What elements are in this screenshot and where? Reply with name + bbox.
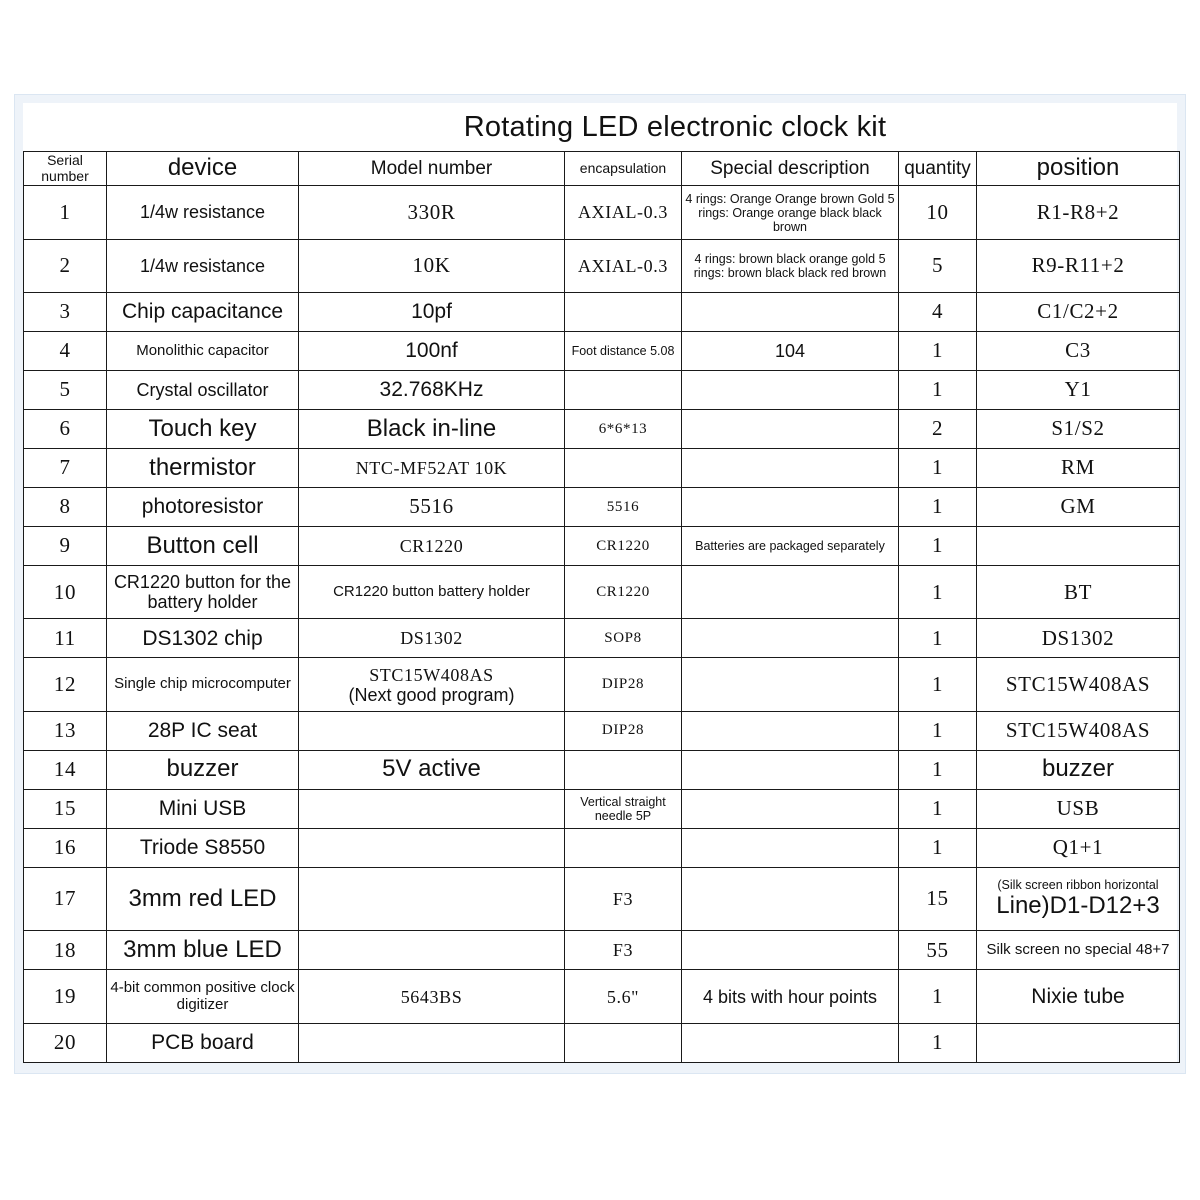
cell-model: NTC-MF52AT 10K xyxy=(299,449,565,488)
cell-quantity: 1 xyxy=(899,711,977,750)
cell-position: Silk screen no special 48+7 xyxy=(977,931,1180,970)
cell-quantity: 1 xyxy=(899,1023,977,1062)
cell-encapsulation: 5.6" xyxy=(565,970,682,1023)
cell-device: photoresistor xyxy=(107,488,299,527)
cell-serial: 19 xyxy=(24,970,107,1023)
cell-special-description xyxy=(682,371,899,410)
cell-encapsulation: F3 xyxy=(565,931,682,970)
column-header-device: device xyxy=(107,152,299,186)
cell-encapsulation xyxy=(565,449,682,488)
cell-encapsulation: DIP28 xyxy=(565,658,682,711)
cell-special-description: 4 rings: Orange Orange brown Gold 5 rings: Orange orange black black brown xyxy=(682,186,899,239)
table-row xyxy=(24,970,1180,1023)
cell-serial: 7 xyxy=(24,449,107,488)
cell-model: Black in-line xyxy=(299,410,565,449)
cell-special-description xyxy=(682,566,899,619)
cell-position: Q1+1 xyxy=(977,828,1180,867)
cell-device: 3mm blue LED xyxy=(107,931,299,970)
table-row xyxy=(24,410,1180,449)
cell-model-line1: STC15W408AS xyxy=(369,664,494,685)
cell-quantity: 2 xyxy=(899,410,977,449)
cell-encapsulation: AXIAL-0.3 xyxy=(565,186,682,239)
cell-model: 10pf xyxy=(299,293,565,332)
cell-quantity: 1 xyxy=(899,970,977,1023)
cell-serial: 12 xyxy=(24,658,107,711)
table-header xyxy=(24,152,1180,186)
table-row xyxy=(24,527,1180,566)
cell-device: 3mm red LED xyxy=(107,867,299,931)
cell-encapsulation: 6*6*13 xyxy=(565,410,682,449)
cell-encapsulation: F3 xyxy=(565,867,682,931)
cell-quantity: 1 xyxy=(899,527,977,566)
cell-serial: 2 xyxy=(24,239,107,292)
cell-device: Single chip microcomputer xyxy=(107,658,299,711)
cell-model xyxy=(299,1023,565,1062)
cell-serial: 10 xyxy=(24,566,107,619)
header-serial-line1: Serial xyxy=(47,152,83,168)
cell-model-line2: (Next good program) xyxy=(348,684,515,705)
cell-serial: 1 xyxy=(24,186,107,239)
cell-encapsulation xyxy=(565,293,682,332)
cell-serial: 17 xyxy=(24,867,107,931)
cell-special-description: Batteries are packaged separately xyxy=(682,527,899,566)
table-row xyxy=(24,1023,1180,1062)
cell-position: C1/C2+2 xyxy=(977,293,1180,332)
cell-special-description xyxy=(682,828,899,867)
cell-model xyxy=(299,711,565,750)
cell-special-description: 4 bits with hour points xyxy=(682,970,899,1023)
cell-serial: 9 xyxy=(24,527,107,566)
cell-quantity: 1 xyxy=(899,566,977,619)
cell-serial: 14 xyxy=(24,750,107,789)
cell-model: 100nf xyxy=(299,332,565,371)
cell-quantity: 1 xyxy=(899,332,977,371)
cell-special-description xyxy=(682,931,899,970)
table-row xyxy=(24,449,1180,488)
cell-special-description xyxy=(682,658,899,711)
column-header-special: Special description xyxy=(682,152,899,186)
cell-model: CR1220 button battery holder xyxy=(299,566,565,619)
cell-device: Touch key xyxy=(107,410,299,449)
table-row xyxy=(24,931,1180,970)
cell-special-description xyxy=(682,867,899,931)
cell-device: Triode S8550 xyxy=(107,828,299,867)
cell-special-description xyxy=(682,449,899,488)
cell-device: Chip capacitance xyxy=(107,293,299,332)
cell-device: CR1220 button for the battery holder xyxy=(107,566,299,619)
page-title: Rotating LED electronic clock kit xyxy=(463,110,887,143)
cell-position: C3 xyxy=(977,332,1180,371)
cell-model: 330R xyxy=(299,186,565,239)
cell-encapsulation: SOP8 xyxy=(565,619,682,658)
cell-device: PCB board xyxy=(107,1023,299,1062)
column-header-serial xyxy=(24,152,107,186)
cell-position: buzzer xyxy=(977,750,1180,789)
cell-device: DS1302 chip xyxy=(107,619,299,658)
cell-special-description xyxy=(682,619,899,658)
cell-quantity: 1 xyxy=(899,750,977,789)
cell-encapsulation: AXIAL-0.3 xyxy=(565,239,682,292)
spreadsheet xyxy=(23,103,1177,1063)
cell-serial: 4 xyxy=(24,332,107,371)
cell-model: 5643BS xyxy=(299,970,565,1023)
column-header-model: Model number xyxy=(299,152,565,186)
table-row xyxy=(24,186,1180,239)
cell-position: USB xyxy=(977,789,1180,828)
cell-device: Mini USB xyxy=(107,789,299,828)
cell-quantity: 1 xyxy=(899,449,977,488)
cell-model: 5516 xyxy=(299,488,565,527)
title-row xyxy=(23,103,1177,151)
cell-special-description xyxy=(682,410,899,449)
header-serial-line2: number xyxy=(41,167,89,184)
cell-encapsulation: Foot distance 5.08 xyxy=(565,332,682,371)
cell-serial: 15 xyxy=(24,789,107,828)
cell-quantity: 1 xyxy=(899,488,977,527)
cell-position xyxy=(977,1023,1180,1062)
cell-position: BT xyxy=(977,566,1180,619)
cell-special-description xyxy=(682,711,899,750)
cell-model: 32.768KHz xyxy=(299,371,565,410)
cell-quantity: 15 xyxy=(899,867,977,931)
table-frame xyxy=(14,94,1186,1074)
cell-quantity: 5 xyxy=(899,239,977,292)
cell-special-description: 4 rings: brown black orange gold 5 rings: brown black black red brown xyxy=(682,239,899,292)
table-row xyxy=(24,566,1180,619)
table-body xyxy=(24,186,1180,1063)
cell-serial: 3 xyxy=(24,293,107,332)
cell-model xyxy=(299,658,565,711)
cell-encapsulation: 5516 xyxy=(565,488,682,527)
cell-position xyxy=(977,527,1180,566)
cell-quantity: 1 xyxy=(899,658,977,711)
cell-position: DS1302 xyxy=(977,619,1180,658)
cell-model: 10K xyxy=(299,239,565,292)
table-row xyxy=(24,371,1180,410)
cell-serial: 13 xyxy=(24,711,107,750)
cell-serial: 8 xyxy=(24,488,107,527)
cell-model xyxy=(299,931,565,970)
cell-special-description: 104 xyxy=(682,332,899,371)
cell-encapsulation xyxy=(565,750,682,789)
table-row xyxy=(24,239,1180,292)
cell-position: Y1 xyxy=(977,371,1180,410)
cell-model: 5V active xyxy=(299,750,565,789)
cell-device: 28P IC seat xyxy=(107,711,299,750)
table-row xyxy=(24,293,1180,332)
cell-quantity: 55 xyxy=(899,931,977,970)
cell-quantity: 10 xyxy=(899,186,977,239)
cell-special-description xyxy=(682,1023,899,1062)
cell-quantity: 1 xyxy=(899,828,977,867)
cell-special-description xyxy=(682,750,899,789)
table-row xyxy=(24,488,1180,527)
cell-encapsulation xyxy=(565,828,682,867)
cell-position: Nixie tube xyxy=(977,970,1180,1023)
cell-model xyxy=(299,789,565,828)
cell-serial: 18 xyxy=(24,931,107,970)
cell-device: Button cell xyxy=(107,527,299,566)
cell-device: 1/4w resistance xyxy=(107,239,299,292)
cell-model: DS1302 xyxy=(299,619,565,658)
table-row xyxy=(24,658,1180,711)
cell-position: GM xyxy=(977,488,1180,527)
cell-serial: 5 xyxy=(24,371,107,410)
cell-special-description xyxy=(682,789,899,828)
cell-device: buzzer xyxy=(107,750,299,789)
cell-encapsulation: CR1220 xyxy=(565,566,682,619)
cell-special-description xyxy=(682,488,899,527)
cell-quantity: 1 xyxy=(899,619,977,658)
cell-encapsulation: CR1220 xyxy=(565,527,682,566)
table-row xyxy=(24,867,1180,931)
table-row xyxy=(24,619,1180,658)
cell-device: 1/4w resistance xyxy=(107,186,299,239)
table-row xyxy=(24,789,1180,828)
cell-serial: 20 xyxy=(24,1023,107,1062)
cell-position: R1-R8+2 xyxy=(977,186,1180,239)
cell-device: Crystal oscillator xyxy=(107,371,299,410)
cell-device: 4-bit common positive clock digitizer xyxy=(107,970,299,1023)
table-row xyxy=(24,332,1180,371)
cell-position: S1/S2 xyxy=(977,410,1180,449)
table-row xyxy=(24,711,1180,750)
cell-special-description xyxy=(682,293,899,332)
column-header-quantity: quantity xyxy=(899,152,977,186)
cell-model: CR1220 xyxy=(299,527,565,566)
cell-serial: 16 xyxy=(24,828,107,867)
cell-device: thermistor xyxy=(107,449,299,488)
column-header-position: position xyxy=(977,152,1180,186)
column-header-encapsulation: encapsulation xyxy=(565,152,682,186)
cell-position: RM xyxy=(977,449,1180,488)
parts-list-table xyxy=(23,151,1180,1063)
cell-model xyxy=(299,828,565,867)
cell-serial: 11 xyxy=(24,619,107,658)
header-row xyxy=(24,152,1180,186)
cell-quantity: 1 xyxy=(899,789,977,828)
table-row xyxy=(24,828,1180,867)
cell-quantity: 4 xyxy=(899,293,977,332)
table-row xyxy=(24,750,1180,789)
cell-position xyxy=(977,867,1180,931)
cell-encapsulation xyxy=(565,371,682,410)
cell-position: R9-R11+2 xyxy=(977,239,1180,292)
cell-encapsulation: Vertical straight needle 5P xyxy=(565,789,682,828)
cell-encapsulation: DIP28 xyxy=(565,711,682,750)
cell-position: STC15W408AS xyxy=(977,658,1180,711)
cell-device: Monolithic capacitor xyxy=(107,332,299,371)
cell-model xyxy=(299,867,565,931)
cell-position-note: (Silk screen ribbon horizontal xyxy=(997,878,1159,893)
cell-quantity: 1 xyxy=(899,371,977,410)
cell-serial: 6 xyxy=(24,410,107,449)
cell-position: STC15W408AS xyxy=(977,711,1180,750)
cell-encapsulation xyxy=(565,1023,682,1062)
cell-position-value: Line)D1-D12+3 xyxy=(996,892,1160,920)
